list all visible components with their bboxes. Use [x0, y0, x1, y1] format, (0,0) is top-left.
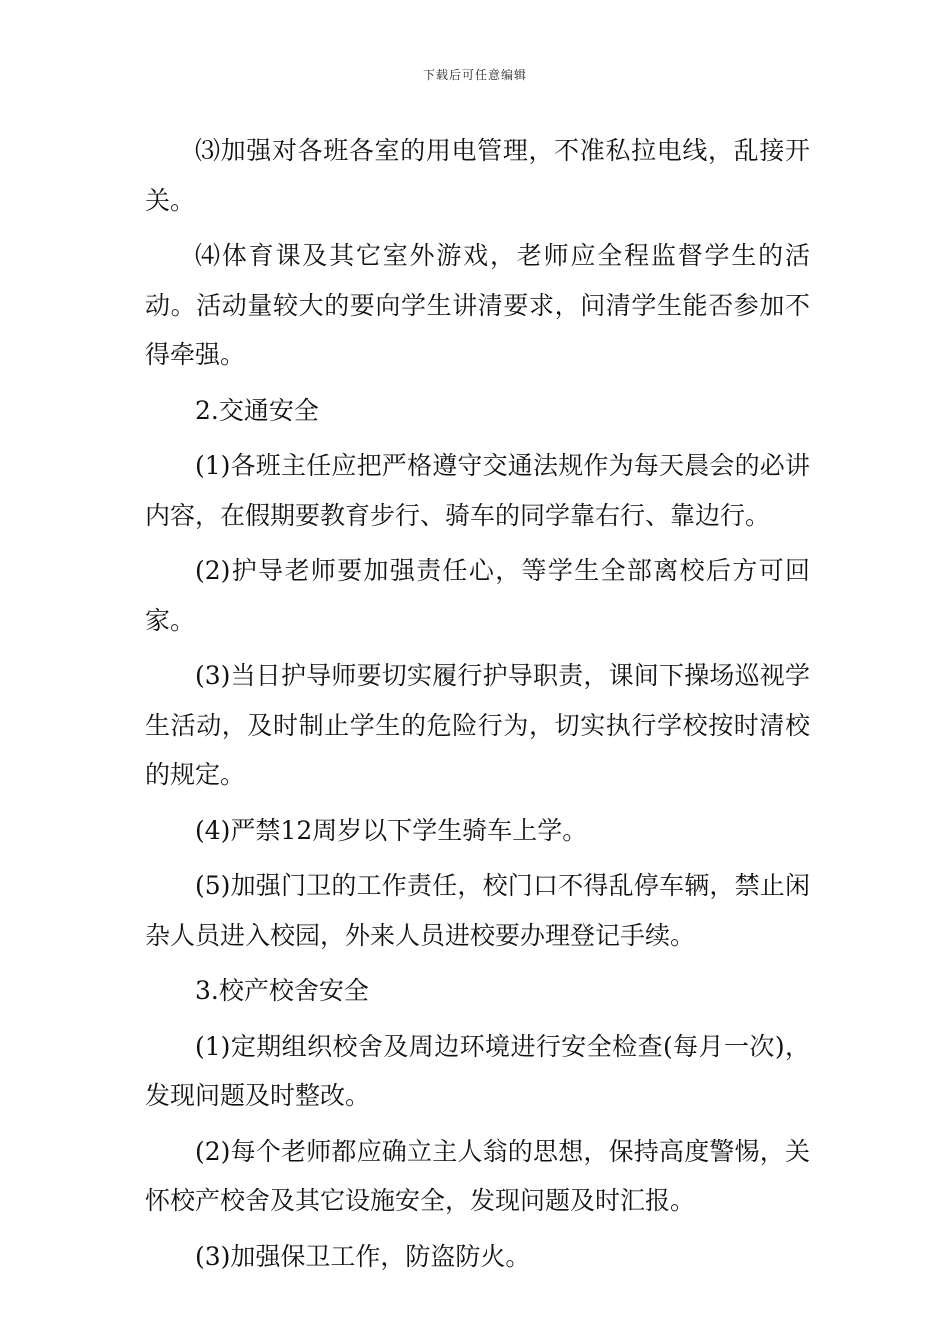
- paragraph-pe-supervision: ⑷体育课及其它室外游戏，老师应全程监督学生的活动。活动量较大的要向学生讲清要求，问清学生能否参加不得牵强。: [145, 241, 810, 369]
- paragraph-inspection: (1)定期组织校舍及周边环境进行安全检查(每月一次)，发现问题及时整改。: [145, 1031, 810, 1110]
- paragraph-traffic-rules: (1)各班主任应把严格遵守交通法规作为每天晨会的必讲内容，在假期要教育步行、骑车的同学靠右行、靠边行。: [145, 451, 810, 530]
- page-header: 下载后可任意编辑: [422, 68, 527, 82]
- paragraph-gate-security: (5)加强门卫的工作责任，校门口不得乱停车辆，禁止闲杂人员进入校园，外来人员进校要办理登记手续。: [145, 871, 810, 950]
- paragraph-vigilance: (2)每个老师都应确立主人翁的思想，保持高度警惕，关怀校产校舍及其它设施安全，发现问题及时汇报。: [145, 1136, 810, 1215]
- paragraph-electricity-management: ⑶加强对各班各室的用电管理，不准私拉电线，乱接开关。: [145, 136, 810, 215]
- paragraph-cycling-ban: (4)严禁12周岁以下学生骑车上学。: [195, 815, 588, 845]
- paragraph-patrol-duty: (3)当日护导师要切实履行护导职责，课间下操场巡视学生活动，及时制止学生的危险行为，切实执行学校按时清校的规定。: [145, 661, 810, 789]
- section-heading-traffic-safety: 2.交通安全: [195, 395, 319, 425]
- section-heading-property-safety: 3.校产校舍安全: [195, 976, 369, 1005]
- document-body: [145, 126, 810, 1287]
- paragraph-duty-teacher: (2)护导老师要加强责任心，等学生全部离校后方可回家。: [145, 556, 810, 635]
- paragraph-fire-theft-prevention: (3)加强保卫工作，防盗防火。: [195, 1241, 531, 1271]
